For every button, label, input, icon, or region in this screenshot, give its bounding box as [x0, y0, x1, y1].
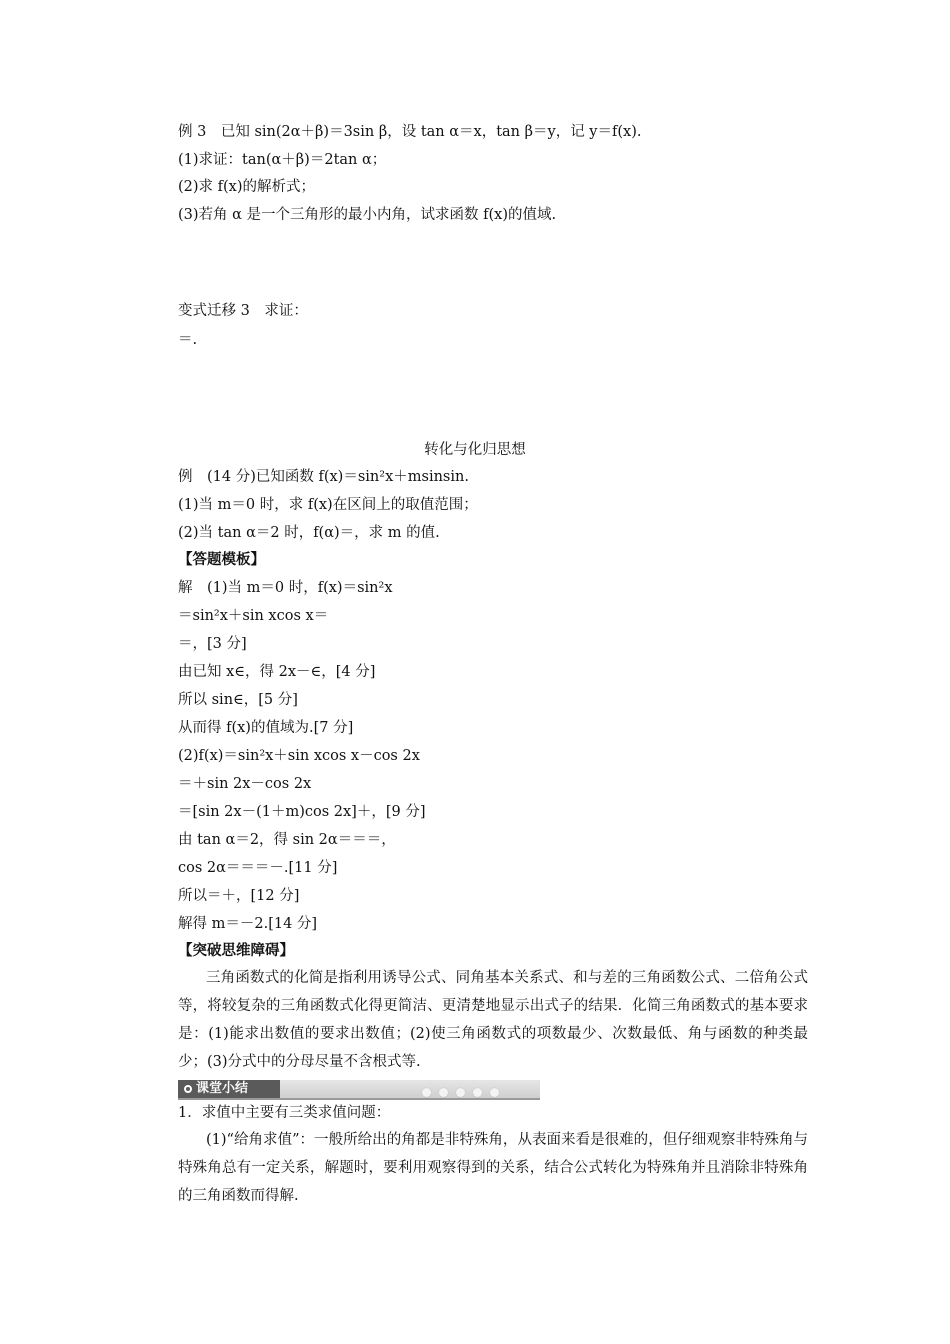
decorative-dots-icon	[422, 1085, 507, 1101]
summary-badge-label: 课堂小结	[196, 1081, 249, 1096]
solution-line: ＝sin²x＋sin xcos x＝	[178, 608, 329, 624]
example3-part2: (2)求 f(x)的解析式；	[178, 179, 316, 195]
summary-badge	[178, 1080, 280, 1098]
section-title: 转化与化归思想	[424, 442, 526, 458]
template-heading: 【答题模板】	[178, 551, 265, 568]
bullet-circle-icon	[184, 1085, 192, 1093]
solution-line: ＝[sin 2x－(1＋m)cos 2x]＋，[9 分]	[178, 804, 426, 820]
example3-part1: (1)求证：tan(α＋β)＝2tan α；	[178, 152, 387, 168]
solution-line: 所以＝＋，[12 分]	[178, 888, 300, 904]
summary-paragraph: (1)“给角求值”：一般所给出的角都是非特殊角，从表面来看是很难的，但仔细观察非特殊角与特殊角总有一定关系，解题时，要利用观察得到的关系，结合公式转化为特殊角并且消除非特殊角的三角函数而得解.	[178, 1132, 808, 1204]
variant3-formula: ＝.	[178, 332, 198, 348]
solution-line: cos 2α＝＝＝－.[11 分]	[178, 860, 338, 876]
solution-line: 由 tan α＝2，得 sin 2α＝＝＝，	[178, 832, 396, 848]
solution-line: ＝＋sin 2x－cos 2x	[178, 776, 312, 792]
example-statement: 例 (14 分)已知函数 f(x)＝sin²x＋msinsin.	[178, 469, 469, 485]
solution-line: 解得 m＝－2.[14 分]	[178, 916, 318, 932]
solution-line: ＝，[3 分]	[178, 636, 247, 652]
example-part1: (1)当 m＝0 时，求 f(x)在区间上的取值范围；	[178, 497, 478, 513]
example-part2: (2)当 tan α＝2 时，f(α)＝，求 m 的值.	[178, 525, 440, 541]
solution-line: 从而得 f(x)的值域为.[7 分]	[178, 720, 354, 736]
summary-banner	[178, 1080, 540, 1100]
obstacle-heading: 【突破思维障碍】	[178, 942, 294, 959]
solution-line: 所以 sin∈，[5 分]	[178, 692, 298, 708]
summary-item-1: 1．求值中主要有三类求值问题：	[178, 1105, 391, 1121]
variant3-statement: 变式迁移 3 求证：	[178, 303, 308, 319]
example3-part3: (3)若角 α 是一个三角形的最小内角，试求函数 f(x)的值域.	[178, 207, 557, 223]
example3-statement: 例 3 已知 sin(2α＋β)＝3sin β，设 tan α＝x，tan β＝y，记 y＝f(x).	[178, 124, 642, 140]
solution-line: 由已知 x∈，得 2x－∈，[4 分]	[178, 664, 376, 680]
solution-line: (2)f(x)＝sin²x＋sin xcos x－cos 2x	[178, 748, 420, 764]
solution-line: 解 (1)当 m＝0 时，f(x)＝sin²x	[178, 580, 393, 596]
obstacle-paragraph: 三角函数式的化简是指利用诱导公式、同角基本关系式、和与差的三角函数公式、二倍角公式等，将较复杂的三角函数式化得更简洁、更清楚地显示出式子的结果．化简三角函数式的基本要求是：(1)能求出数值的要求出数值；(2)使三角函数式的项数最少、次数最低、角与函数的种类最少；(3)分式中的分母尽量不含根式等.	[178, 970, 808, 1070]
